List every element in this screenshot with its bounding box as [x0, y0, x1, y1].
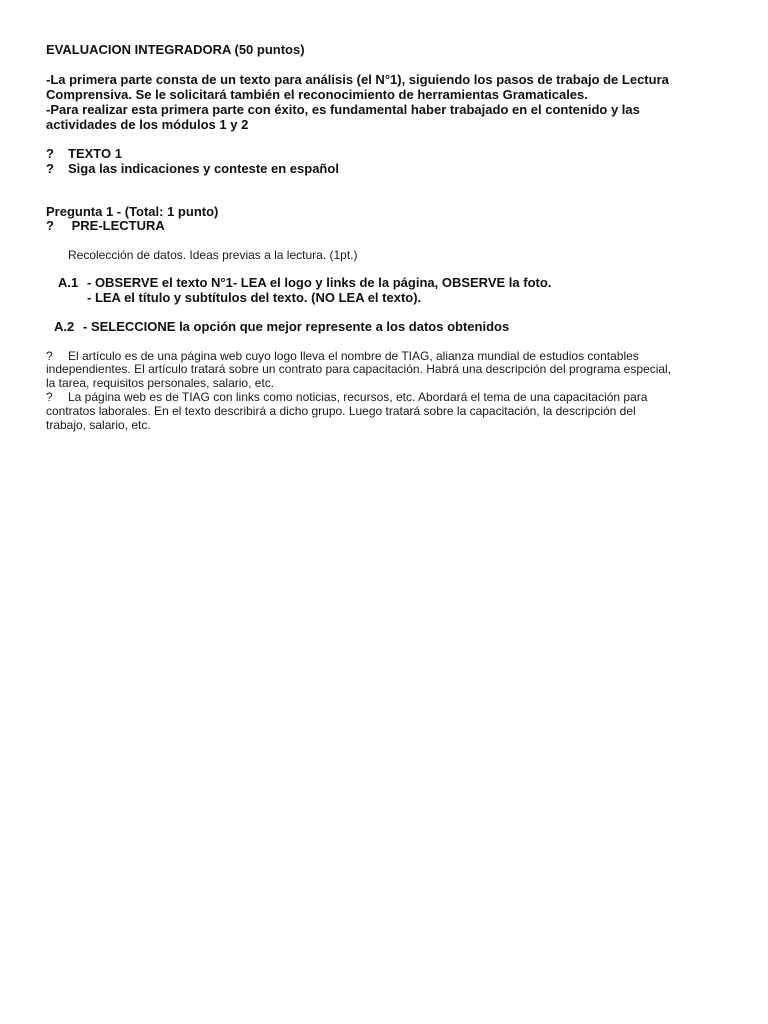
bullet-marker: ?: [46, 390, 53, 404]
intro-line-4: actividades de los módulos 1 y 2: [46, 117, 249, 132]
intro-line-3: -Para realizar esta primera parte con éxito, es fundamental haber trabajado en el contenido y las: [46, 102, 640, 117]
a2-text: - SELECCIONE la opción que mejor represente a los datos obtenidos: [83, 319, 510, 334]
bullet-marker: ?: [46, 161, 54, 176]
recoleccion-text: Recolección de datos. Ideas previas a la lectura. (1pt.): [68, 248, 358, 262]
option-2-line-1: [46, 390, 647, 404]
option-2-text: La página web es de TIAG con links como noticias, recursos, etc. Abordará el tema de una capacitación para: [68, 390, 648, 404]
option-1-line-1: [46, 349, 639, 363]
texto-item-label: TEXTO 1: [68, 146, 122, 161]
texto-item-label: Siga las indicaciones y conteste en español: [68, 161, 339, 176]
document-title: EVALUACION INTEGRADORA (50 puntos): [46, 42, 305, 57]
intro-line-1: -La primera parte consta de un texto para análisis (el N°1), siguiendo los pasos de trabajo de Lectura: [46, 72, 669, 87]
option-2-line-3: trabajo, salario, etc.: [46, 418, 151, 432]
option-1-line-3: la tarea, requisitos personales, salario, etc.: [46, 376, 275, 390]
bullet-marker: ?: [46, 146, 54, 161]
intro-line-2: Comprensiva. Se le solicitará también el reconocimiento de herramientas Gramaticales.: [46, 87, 588, 102]
bullet-marker: ?: [46, 349, 53, 363]
a2-line: [54, 320, 509, 334]
pregunta-title: Pregunta 1 - (Total: 1 punto): [46, 204, 219, 219]
option-2-line-2: contratos laborales. En el texto describirá a dicho grupo. Luego tratará sobre la capacitación, la descripción del: [46, 404, 636, 418]
prelectura-heading: [46, 219, 165, 233]
a1-label: A.1: [58, 275, 79, 290]
a2-label: A.2: [54, 319, 75, 334]
option-1-line-2: independientes. El artículo tratará sobre un contrato para capacitación. Habrá una descripción del programa especial,: [46, 362, 672, 376]
bullet-marker: ?: [46, 218, 54, 233]
prelectura-label: PRE-LECTURA: [68, 218, 165, 233]
option-1-text: El artículo es de una página web cuyo logo lleva el nombre de TIAG, alianza mundial de estudios contables: [68, 349, 639, 363]
texto-item-1: [46, 147, 122, 161]
a1-line-2: - LEA el título y subtítulos del texto. (NO LEA el texto).: [87, 290, 422, 305]
a1-line-1: [58, 276, 551, 290]
texto-item-2: [46, 162, 339, 176]
a1-text-1: - OBSERVE el texto N°1- LEA el logo y links de la página, OBSERVE la foto.: [87, 275, 552, 290]
